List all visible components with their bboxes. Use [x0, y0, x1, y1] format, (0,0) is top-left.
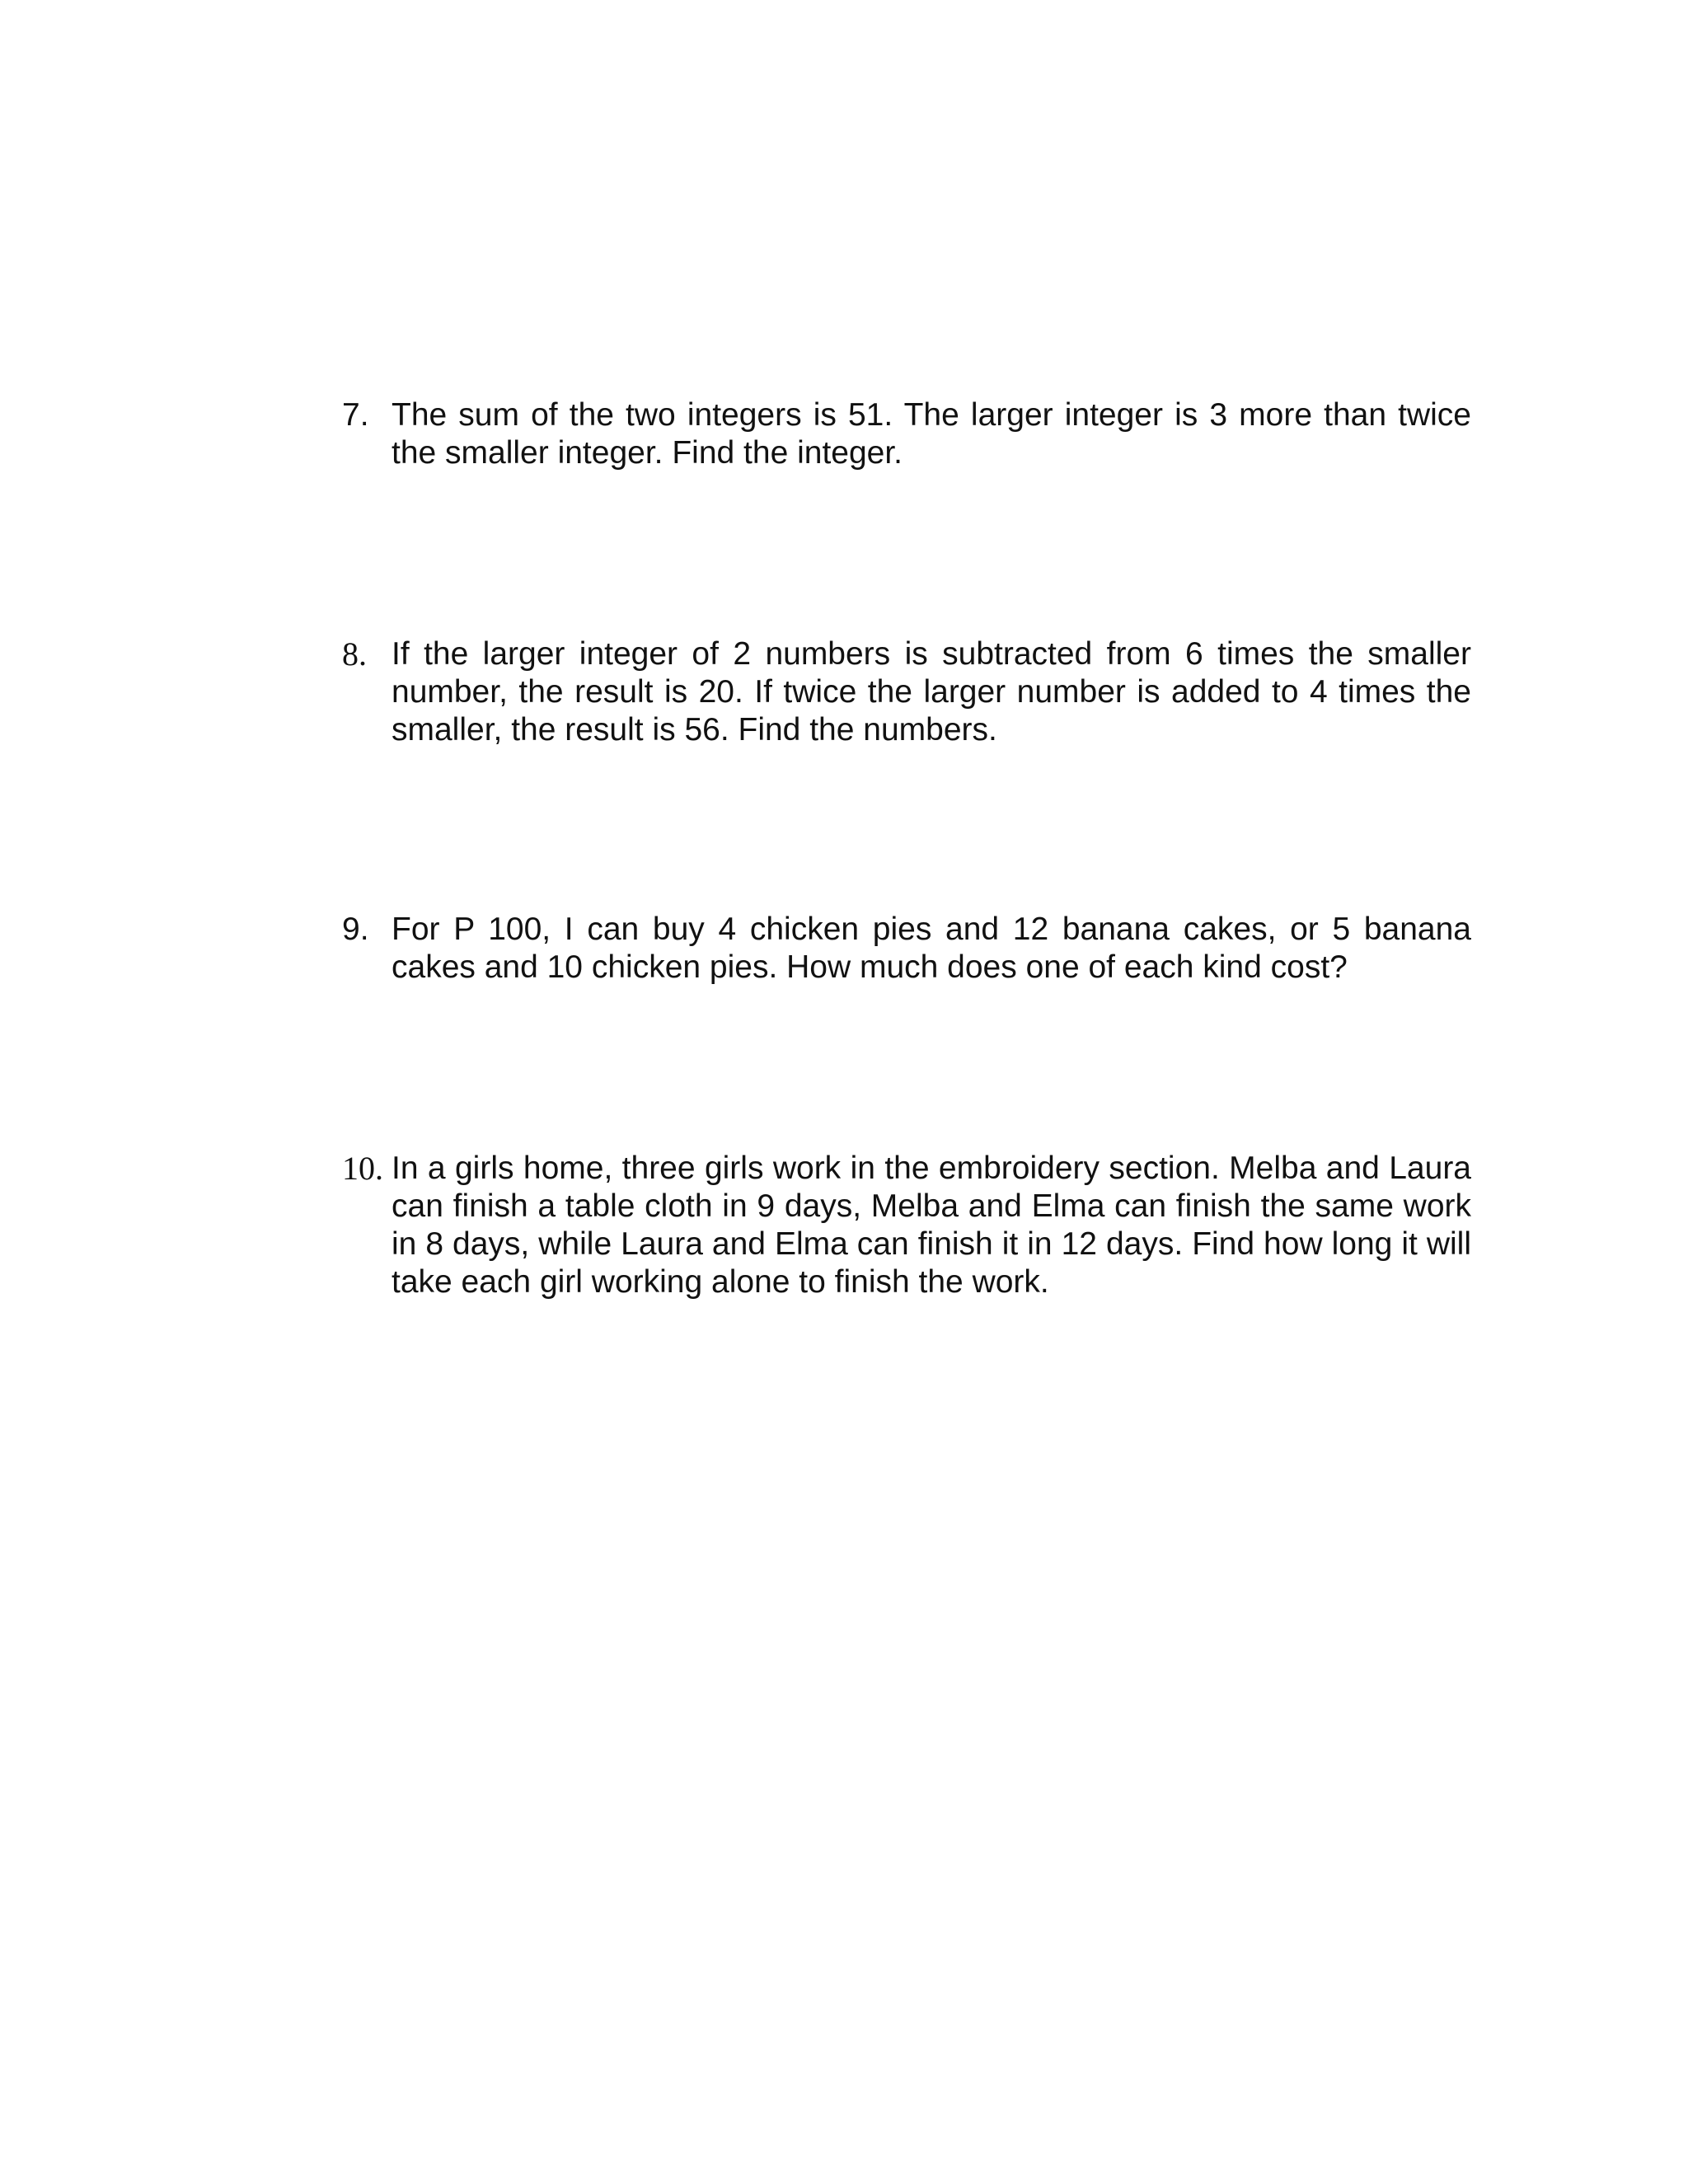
problem-number: 7. [342, 397, 369, 433]
problem-8 [342, 635, 1471, 749]
problem-number: 8. [342, 635, 367, 673]
problem-text: For P 100, I can buy 4 chicken pies and 12 banana cakes, or 5 banana cakes and 10 chicken pies. How much does one of each kind cost? [392, 912, 1471, 985]
problem-10 [342, 1150, 1471, 1301]
problem-number: 10. [342, 1150, 383, 1187]
problem-9 [342, 911, 1471, 987]
problem-text: If the larger integer of 2 numbers is subtracted from 6 times the smaller number, the result is 20. If twice the larger number is added to 4 times the smaller, the result is 56. Find the numbers. [392, 636, 1471, 748]
problem-text: The sum of the two integers is 51. The larger integer is 3 more than twice the smaller integer. Find the integer. [392, 397, 1471, 471]
problem-7 [342, 396, 1471, 472]
problem-number: 9. [342, 912, 369, 947]
problem-text: In a girls home, three girls work in the embroidery section. Melba and Laura can finish a table cloth in 9 days, Melba and Elma can finish the same work in 8 days, while Laura and Elma can finish it in 12 days. Find how long it will take each girl working alone to finish the work. [392, 1151, 1471, 1300]
